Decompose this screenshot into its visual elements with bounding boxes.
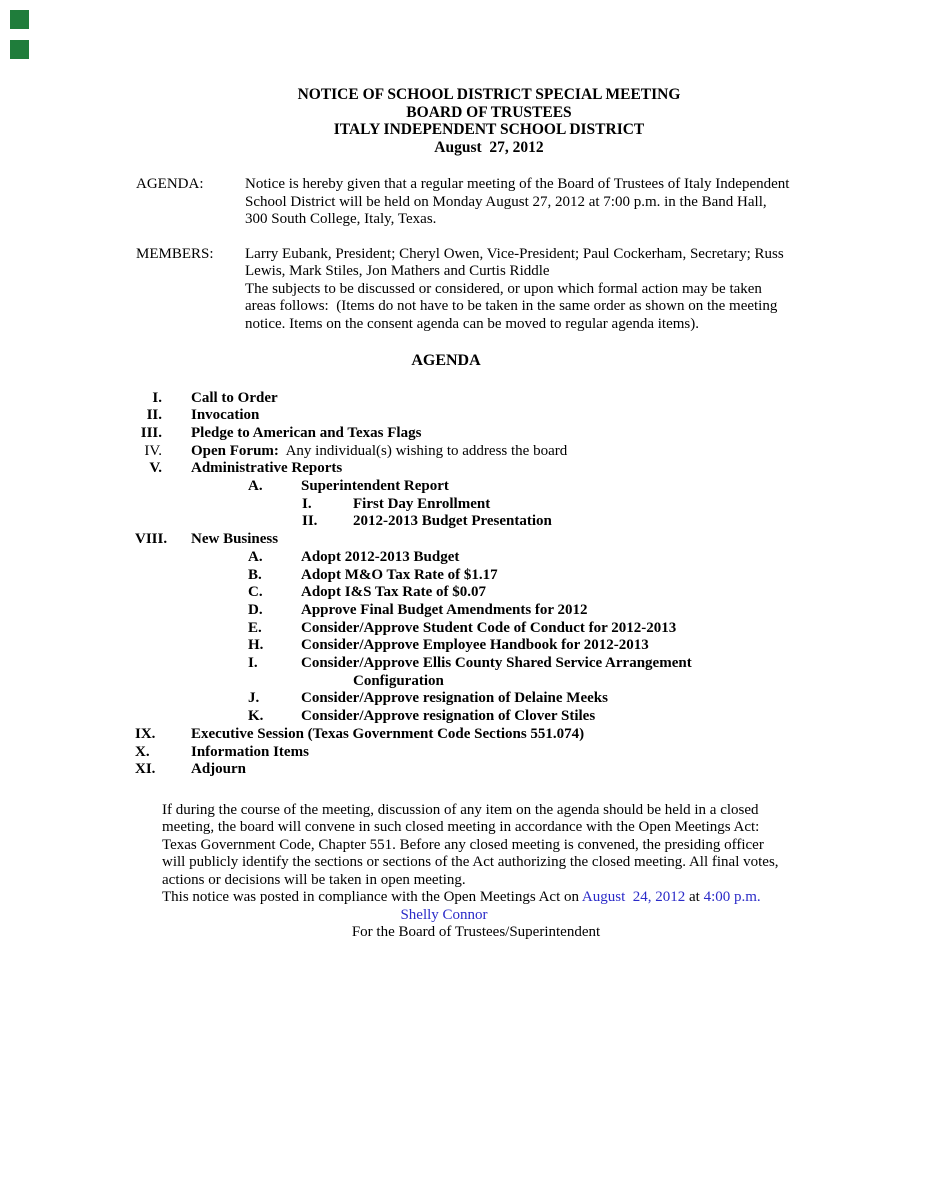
agenda-item bbox=[248, 549, 927, 567]
posted-line bbox=[162, 889, 790, 907]
agenda-item-text: 2012-2013 Budget Presentation bbox=[353, 513, 552, 530]
agenda-item bbox=[248, 708, 927, 726]
agenda-item-number: IV. bbox=[144, 442, 162, 459]
agenda-item-number: K. bbox=[248, 708, 264, 725]
agenda-item-text: Consider/Approve Student Code of Conduct for 2012-2013 bbox=[301, 619, 677, 636]
agenda-item-number: I. bbox=[302, 495, 312, 512]
agenda-item bbox=[302, 513, 927, 531]
agenda-item-number: XI. bbox=[135, 761, 156, 778]
agenda-item-text: Consider/Approve Employee Handbook for 2012-2013 bbox=[301, 637, 649, 654]
agenda-item-number: VIII. bbox=[135, 531, 168, 548]
agenda-item-number: A. bbox=[248, 548, 263, 565]
agenda-label: AGENDA: bbox=[136, 176, 204, 192]
agenda-item-text: Administrative Reports bbox=[191, 460, 343, 477]
agenda-item-text: Executive Session (Texas Government Code Sections 551.074) bbox=[191, 725, 585, 742]
agenda-item-number: C. bbox=[248, 584, 263, 601]
posted-prefix: This notice was posted in compliance with the Open Meetings Act on bbox=[162, 889, 582, 906]
agenda-item-number: I. bbox=[248, 655, 258, 672]
agenda-item-text: Consider/Approve Ellis County Shared Service Arrangement Configuration bbox=[301, 655, 692, 689]
agenda-notice-row bbox=[136, 176, 927, 229]
agenda-item-text: First Day Enrollment bbox=[353, 495, 491, 512]
title-line-date: August 27, 2012 bbox=[434, 138, 544, 156]
agenda-item-number: V. bbox=[149, 460, 162, 477]
agenda-item bbox=[135, 443, 927, 461]
agenda-item-number: X. bbox=[135, 743, 150, 760]
closed-meeting-paragraph: If during the course of the meeting, discussion of any item on the agenda should be held in a closed meeting, the board will convene in such closed meeting in accordance with the Open Meetings Act: Texas Government Code, Chapter 551. Before any closed meeting is convened, the presiding officer will publicly identify the sections or sections of the Act authorizing the closed meeting. All final votes, actions or decisions will be taken in open meeting. bbox=[162, 801, 783, 888]
agenda-item bbox=[248, 655, 927, 690]
agenda-list bbox=[0, 390, 927, 779]
agenda-item-number: A. bbox=[248, 478, 263, 495]
title-line-notice: NOTICE OF SCHOOL DISTRICT SPECIAL MEETING bbox=[297, 86, 681, 103]
agenda-item-number: II. bbox=[302, 513, 318, 530]
posted-mid: at bbox=[685, 889, 704, 906]
agenda-item-text: Open Forum: Any individual(s) wishing to address the board bbox=[191, 442, 568, 459]
agenda-item-text: Adopt M&O Tax Rate of $1.17 bbox=[301, 566, 498, 583]
document-title-block bbox=[139, 0, 839, 156]
green-square-icon bbox=[10, 10, 29, 29]
agenda-item-text: Information Items bbox=[191, 743, 309, 760]
agenda-item bbox=[135, 390, 927, 408]
members-list-text: Larry Eubank, President; Cheryl Owen, Vice-President; Paul Cockerham, Secretary; Russ Lewis, Mark Stiles, Jon Mathers and Curtis Riddle bbox=[245, 245, 788, 279]
closing-block bbox=[162, 802, 790, 942]
agenda-item-number: III. bbox=[140, 424, 162, 441]
posted-time: 4:00 p.m. bbox=[703, 889, 761, 906]
agenda-item bbox=[135, 407, 927, 425]
agenda-item-text: Approve Final Budget Amendments for 2012 bbox=[301, 601, 588, 618]
agenda-heading: AGENDA bbox=[411, 352, 481, 369]
agenda-item bbox=[248, 620, 927, 638]
agenda-item-number: B. bbox=[248, 566, 262, 583]
agenda-item bbox=[135, 744, 927, 762]
agenda-item-number: II. bbox=[146, 407, 162, 424]
page-corner-markers bbox=[10, 10, 29, 70]
agenda-item bbox=[135, 425, 927, 443]
agenda-item-text: Adopt 2012-2013 Budget bbox=[301, 548, 460, 565]
signature-title: For the Board of Trustees/Superintendent bbox=[351, 924, 601, 941]
posted-date: August 24, 2012 bbox=[581, 889, 686, 906]
agenda-item-number: E. bbox=[248, 619, 262, 636]
agenda-item bbox=[248, 584, 927, 602]
title-line-board: BOARD OF TRUSTEES bbox=[406, 103, 572, 121]
members-row bbox=[136, 246, 927, 334]
title-line-district: ITALY INDEPENDENT SCHOOL DISTRICT bbox=[333, 121, 645, 138]
agenda-item-text: Invocation bbox=[191, 407, 260, 424]
members-label: MEMBERS: bbox=[136, 245, 214, 262]
agenda-item-text: Superintendent Report bbox=[301, 478, 449, 495]
agenda-item bbox=[248, 567, 927, 585]
agenda-item bbox=[135, 460, 927, 478]
signature-name: Shelly Connor bbox=[400, 906, 488, 923]
agenda-item-number: I. bbox=[152, 389, 162, 406]
agenda-item bbox=[248, 637, 927, 655]
agenda-item-text: Pledge to American and Texas Flags bbox=[191, 424, 422, 441]
green-square-icon bbox=[10, 40, 29, 59]
agenda-item-text: Adopt I&S Tax Rate of $0.07 bbox=[301, 584, 487, 601]
agenda-item-number: D. bbox=[248, 601, 263, 618]
agenda-item-continuation: Configuration bbox=[353, 672, 444, 689]
agenda-item-number: IX. bbox=[135, 725, 156, 742]
agenda-item-text: New Business bbox=[191, 531, 279, 548]
agenda-item bbox=[135, 726, 927, 744]
subjects-note-text: The subjects to be discussed or considered, or upon which formal action may be taken areas follows: (Items do not have to be taken in the same order as shown on the meeting notice. Items on the consent agenda can be moved to regular agenda items). bbox=[245, 280, 782, 332]
agenda-item-text: Consider/Approve resignation of Clover Stiles bbox=[301, 708, 596, 725]
agenda-item bbox=[135, 761, 927, 779]
agenda-item-text: Adjourn bbox=[191, 761, 247, 778]
agenda-item bbox=[248, 478, 927, 496]
agenda-item bbox=[135, 531, 927, 549]
agenda-item-text: Call to Order bbox=[191, 389, 278, 406]
agenda-notice-text: Notice is hereby given that a regular meeting of the Board of Trustees of Italy Independent School District will be held on Monday August 27, 2012 at 7:00 p.m. in the Band Hall, 300 South College, Italy, Texas. bbox=[245, 176, 794, 227]
agenda-item-text: Consider/Approve resignation of Delaine Meeks bbox=[301, 690, 608, 707]
agenda-item bbox=[248, 690, 927, 708]
agenda-item-number: H. bbox=[248, 637, 264, 654]
agenda-item bbox=[302, 496, 927, 514]
agenda-item-number: J. bbox=[248, 690, 260, 707]
members-text-block bbox=[245, 246, 790, 334]
agenda-item bbox=[248, 602, 927, 620]
